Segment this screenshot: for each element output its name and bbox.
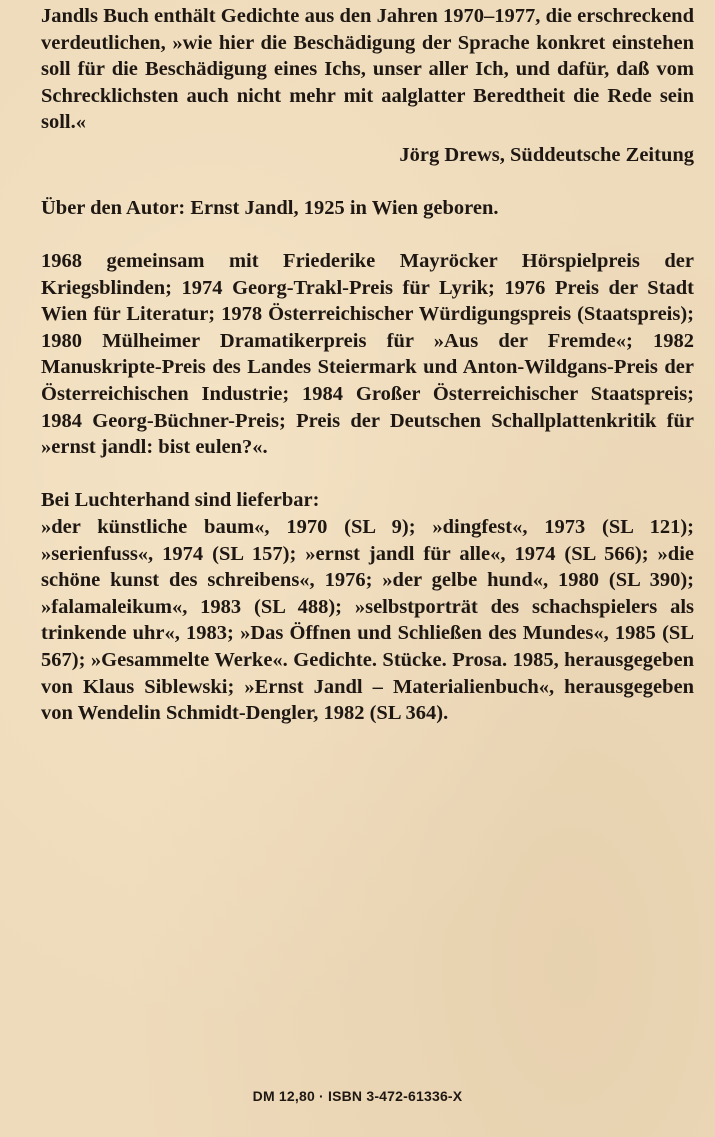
available-works-heading: Bei Luchterhand sind lieferbar: <box>41 489 320 511</box>
quote-attribution: Jörg Drews, Süddeutsche Zeitung <box>399 144 694 166</box>
awards-paragraph: 1968 gemeinsam mit Friederike Mayröcker Hörspielpreis der Kriegsblinden; 1974 Georg-Trakl-Preis für Lyrik; 1976 Preis der Stadt Wien für Literatur; 1978 Österreichischer Würdigungspreis (Staatspreis); 1980 Mülheimer Dramatikerpreis für »Aus der Fremde«; 1982 Manuskripte-Preis des Landes Steiermark und Anton-Wildgans-Preis der Österreichischen Industrie; 1984 Großer Österreichischer Staatspreis; 1984 Georg-Büchner-Preis; Preis der Deutschen Schallplattenkritik für »ernst jandl: bist eulen?«. <box>41 250 694 459</box>
available-works-list: »der künstliche baum«, 1970 (SL 9); »dingfest«, 1973 (SL 121); »serienfuss«, 1974 (SL 157); »ernst jandl für alle«, 1974 (SL 566); »die schöne kunst des schreibens«, 1976; »der gelbe hund«, 1980 (SL 390); »falamaleikum«, 1983 (SL 488); »selbstporträt des schachspielers als trinkende uhr«, 1983; »Das Öffnen und Schließen des Mundes«, 1985 (SL 567); »Gesammelte Werke«. Gedichte. Stücke. Prosa. 1985, herausgegeben von Klaus Siblewski; »Ernst Jandl – Materialienbuch«, herausgegeben von Wendelin Schmidt-Dengler, 1982 (SL 364). <box>41 516 694 725</box>
blurb-quote: Jandls Buch enthält Gedichte aus den Jahren 1970–1977, die erschreckend verdeutlichen, »wie hier die Beschädigung der Sprache konkret einstehen soll für die Beschädigung eines Ichs, unser aller Ich, und dafür, daß vom Schrecklichsten auch nicht mehr mit aalglatter Beredtheit die Rede sein soll.« <box>41 5 694 134</box>
price-isbn: DM 12,80 · ISBN 3-472-61336-X <box>252 1088 463 1104</box>
author-heading: Über den Autor: Ernst Jandl, 1925 in Wien geboren. <box>41 197 499 219</box>
